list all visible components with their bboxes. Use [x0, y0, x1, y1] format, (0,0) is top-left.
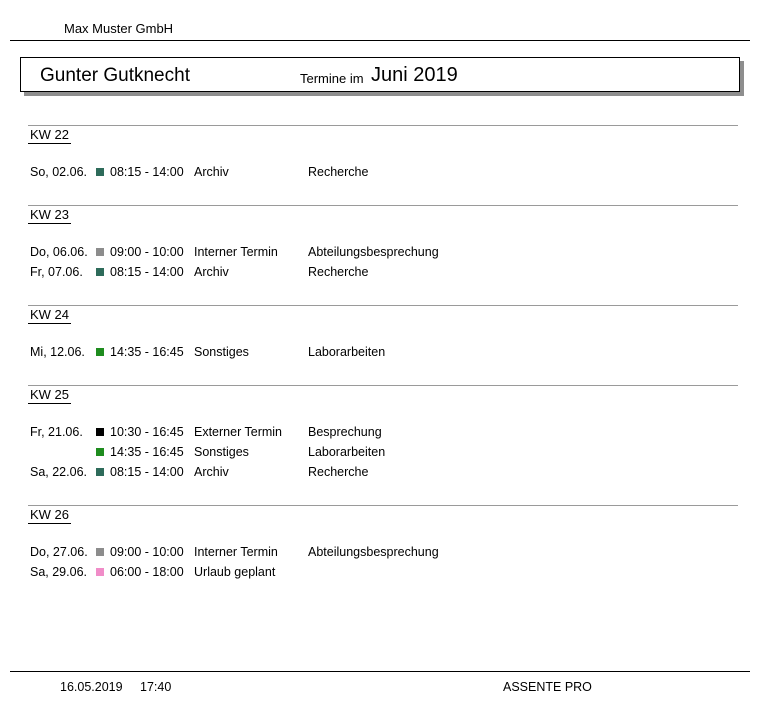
appointment-category: Externer Termin — [194, 425, 282, 439]
category-color-swatch — [96, 548, 104, 556]
appointment-description: Abteilungsbesprechung — [308, 545, 439, 559]
appointment-category: Archiv — [194, 465, 229, 479]
appointment-day: Sa, 22.06. — [30, 465, 87, 479]
appointment-day: Fr, 07.06. — [30, 265, 83, 279]
footer-time: 17:40 — [140, 680, 172, 694]
category-color-swatch — [96, 248, 104, 256]
appointment-description: Recherche — [308, 165, 369, 179]
appointment-description: Laborarbeiten — [308, 445, 386, 459]
title-prefix: Termine im — [300, 71, 364, 86]
appointment-category: Interner Termin — [194, 545, 278, 559]
appointment-description: Abteilungsbesprechung — [308, 245, 439, 259]
week-label: KW 25 — [30, 387, 70, 402]
appointment-time: 14:35 - 16:45 — [110, 345, 184, 359]
footer-rule — [10, 671, 750, 672]
week-divider — [28, 505, 738, 506]
appointment-day: Do, 27.06. — [30, 545, 88, 559]
employee-name: Gunter Gutknecht — [40, 65, 190, 86]
category-color-swatch — [96, 268, 104, 276]
appointment-description: Recherche — [308, 465, 369, 479]
category-color-swatch — [96, 168, 104, 176]
appointment-category: Interner Termin — [194, 245, 278, 259]
appointment-category: Archiv — [194, 165, 229, 179]
appointment-description: Recherche — [308, 265, 369, 279]
week-label: KW 24 — [30, 307, 70, 322]
footer-product: ASSENTE PRO — [503, 680, 592, 694]
week-label: KW 26 — [30, 507, 70, 522]
appointment-time: 10:30 - 16:45 — [110, 425, 184, 439]
company-name: Max Muster GmbH — [64, 21, 174, 36]
appointment-time: 09:00 - 10:00 — [110, 545, 184, 559]
appointment-day: Sa, 29.06. — [30, 565, 87, 579]
week-divider — [28, 205, 738, 206]
appointment-time: 08:15 - 14:00 — [110, 465, 184, 479]
appointment-time: 09:00 - 10:00 — [110, 245, 184, 259]
week-divider — [28, 385, 738, 386]
footer-date: 16.05.2019 — [60, 680, 123, 694]
appointment-category: Urlaub geplant — [194, 565, 276, 579]
week-label: KW 23 — [30, 207, 70, 222]
title-month: Juni 2019 — [371, 64, 458, 86]
appointment-day: Mi, 12.06. — [30, 345, 85, 359]
appointment-category: Sonstiges — [194, 345, 249, 359]
category-color-swatch — [96, 348, 104, 356]
appointment-day: So, 02.06. — [30, 165, 87, 179]
appointment-time: 08:15 - 14:00 — [110, 165, 184, 179]
category-color-swatch — [96, 428, 104, 436]
appointment-day: Do, 06.06. — [30, 245, 88, 259]
week-divider — [28, 305, 738, 306]
category-color-swatch — [96, 448, 104, 456]
week-label: KW 22 — [30, 127, 70, 142]
appointment-day: Fr, 21.06. — [30, 425, 83, 439]
appointment-category: Archiv — [194, 265, 229, 279]
week-divider — [28, 125, 738, 126]
appointment-description: Besprechung — [308, 425, 382, 439]
appointment-description: Laborarbeiten — [308, 345, 386, 359]
category-color-swatch — [96, 468, 104, 476]
appointment-time: 08:15 - 14:00 — [110, 265, 184, 279]
appointment-time: 06:00 - 18:00 — [110, 565, 184, 579]
appointment-category: Sonstiges — [194, 445, 249, 459]
category-color-swatch — [96, 568, 104, 576]
appointment-time: 14:35 - 16:45 — [110, 445, 184, 459]
